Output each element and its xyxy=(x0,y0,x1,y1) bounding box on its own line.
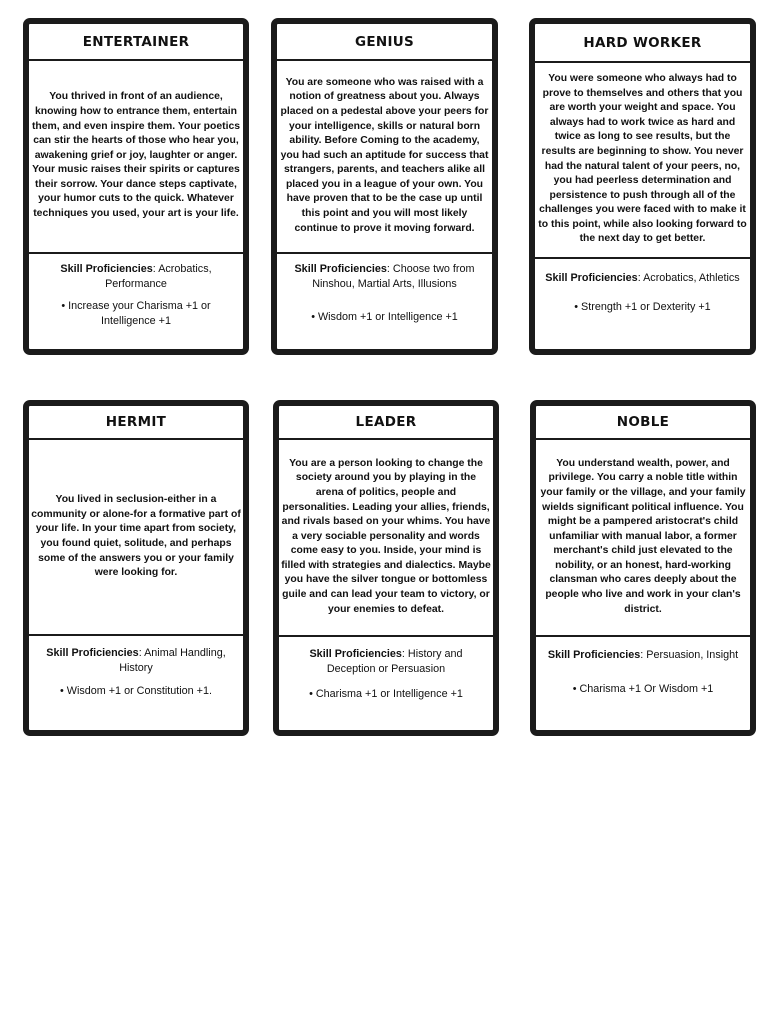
card-hermit xyxy=(23,400,249,736)
card-bonus: • Wisdom +1 or Intelligence +1 xyxy=(311,311,458,323)
card-entertainer xyxy=(23,18,249,355)
card-title: GENIUS xyxy=(277,24,492,61)
card-description-text: You understand wealth, power, and privilege. You carry a noble title within your family or the village, and your family wields significant political influence. You might be a pampered aristocrat's child unfamiliar with manual labor, a former merchant's child just elevated to the nobility, or an honest, hard-working clansman who cares deeply about the people who live and work in your clan's district. xyxy=(540,457,746,615)
card-description xyxy=(279,440,493,634)
card-description xyxy=(29,440,243,634)
card-divider xyxy=(529,257,756,259)
card-description-text: You lived in seclusion-either in a community or alone-for a formative part of your life. In your time apart from society, you found quiet, solitude, and perhaps some of the answers you or your family were looking for. xyxy=(31,494,241,579)
skills-separator: : xyxy=(401,648,408,660)
card-divider xyxy=(23,252,249,254)
card-skills xyxy=(544,648,742,663)
skills-separator: : xyxy=(637,272,644,284)
skills-value: History and Deception or Persuasion xyxy=(326,648,463,675)
card-bonus: • Wisdom +1 or Constitution +1. xyxy=(59,685,212,697)
card-title: LEADER xyxy=(279,406,493,440)
card-skills xyxy=(37,262,235,292)
card-noble xyxy=(530,400,756,736)
card-description xyxy=(29,61,243,251)
card-description-text: You are someone who was raised with a notion of greatness about you. Always placed on a pedestal above your peers for your intelligence, skills or natural born ability. Before Coming to the academy, you had such an aptitude for success that strangers, parents, and teachers alike all placed you in a league of your own. You have proven that to be the case up until this point and you will most likely continue to prove it moving forward. xyxy=(280,76,489,234)
card-bonus: • Strength +1 or Dexterity +1 xyxy=(574,301,711,313)
skills-label: Skill Proficiencies xyxy=(545,272,638,284)
card-hard-worker xyxy=(529,18,756,355)
card-description-text: You thrived in front of an audience, knowing how to entrance them, entertain them, and even inspire them. Your poetics can stir the hearts of those who hear you, awakening grief or joy, laughter or anger. Your music raises their spirits or captures their sorrow. Your dance steps captivate, your humor cuts to the quick. Whatever techniques you used, your art is your life. xyxy=(31,91,241,220)
skills-value: Acrobatics, Performance xyxy=(105,263,212,290)
card-title: NOBLE xyxy=(536,406,750,440)
skills-label: Skill Proficiencies xyxy=(547,649,641,661)
skills-separator: : xyxy=(138,647,145,659)
card-skills xyxy=(543,271,742,286)
card-genius xyxy=(271,18,498,355)
card-description-text: You were someone who always had to prove to themselves and others that you are worth your weight and space. You always had to work twice as hard and twice as long to see results, but the results are beginning to show. You never had the natural talent of your peers, no, you had peerless determination and persistence to push through all of the challenges you were faced with to make it to this point, while also looking forward to the next day to get better. xyxy=(538,72,747,245)
card-title: HERMIT xyxy=(29,406,243,440)
card-description xyxy=(536,440,750,634)
skills-label: Skill Proficiencies xyxy=(46,647,139,659)
card-description xyxy=(535,63,750,256)
card-skills xyxy=(287,647,485,677)
skills-value: Acrobatics, Athletics xyxy=(643,272,740,284)
card-bonus: • Charisma +1 or Intelligence +1 xyxy=(309,688,463,700)
card-divider xyxy=(271,252,498,254)
card-bonus: • Increase your Charisma +1 or Intelligence +1 xyxy=(61,300,211,327)
skills-value: Choose two from Ninshou, Martial Arts, Illusions xyxy=(312,263,475,290)
skills-label: Skill Proficiencies xyxy=(294,263,387,275)
skills-value: Persuasion, Insight xyxy=(646,649,739,661)
card-skills xyxy=(37,646,235,676)
skills-value: Animal Handling, History xyxy=(119,647,226,674)
card-description xyxy=(277,61,492,251)
card-divider xyxy=(23,634,249,636)
skills-separator: : xyxy=(386,263,393,275)
skills-separator: : xyxy=(640,649,647,661)
skills-separator: : xyxy=(152,263,159,275)
card-description-text: You are a person looking to change the society around you by playing in the arena of politics, people and personalities. Leading your allies, friends, and rivals based on your whims. You have a very sociable personality and words come easy to you. Inside, your mind is filled with strategies and dialectics. Maybe you have the silver tongue or bottomless guile and can lead your team to victory, or your enemies to defeat. xyxy=(281,457,491,615)
card-divider xyxy=(530,635,756,637)
skills-label: Skill Proficiencies xyxy=(60,263,153,275)
card-divider xyxy=(273,635,499,637)
card-title: HARD WORKER xyxy=(535,24,750,63)
card-leader xyxy=(273,400,499,736)
card-skills xyxy=(285,262,484,292)
card-title: ENTERTAINER xyxy=(29,24,243,61)
card-bonus: • Charisma +1 Or Wisdom +1 xyxy=(572,683,714,695)
skills-label: Skill Proficiencies xyxy=(309,648,402,660)
